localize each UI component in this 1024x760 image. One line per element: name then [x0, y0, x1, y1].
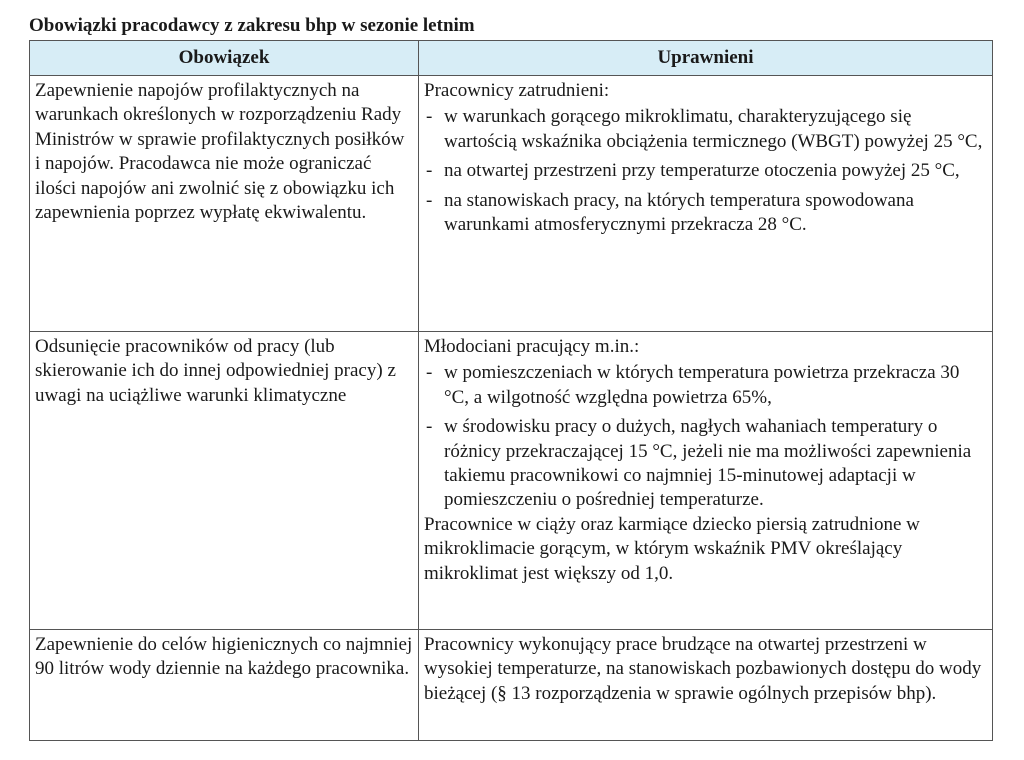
dash-bullet: - [426, 160, 433, 182]
entitled-cell [419, 630, 993, 741]
entitled-list [424, 105, 987, 237]
list-item [424, 415, 987, 513]
list-item [424, 361, 987, 410]
table-row [30, 630, 993, 741]
entitled-intro: Pracownicy zatrudnieni: [424, 80, 610, 101]
duty-cell: Zapewnienie napojów profilaktycznych na warunkach określonych w rozporządzeniu Rady Ministrów w sprawie profilaktycznych posiłków i napojów. Pracodawca nie może ograniczać ilości napojów ani zwolnić się z obowiązku ich zapewnienia poprzez wypłatę ekwiwalentu. [30, 76, 419, 332]
dash-bullet: - [426, 362, 433, 384]
list-item-text: w środowisku pracy o dużych, nagłych wahaniach temperatury o różnicy przekraczającej 15 °C, jeżeli nie ma możliwości zapewnienia takiemu pracownikowi co najmniej 15-minutowej adaptacji w pomieszczeniu o pośredniej temperaturze. [444, 416, 972, 511]
list-item-text: w pomieszczeniach w których temperatura powietrza przekracza 30 °C, a wilgotność względna powietrza 65%, [444, 362, 960, 408]
dash-bullet: - [426, 189, 433, 211]
list-item-text: na stanowiskach pracy, na których temperatura spowodowana warunkami atmosferycznymi przekracza 28 °C. [444, 189, 914, 236]
table-row [30, 76, 993, 332]
entitled-list [424, 361, 987, 512]
table-row [30, 332, 993, 630]
page-title: Obowiązki pracodawcy z zakresu bhp w sezonie letnim [29, 15, 475, 36]
list-item [424, 189, 987, 238]
list-item [424, 105, 987, 154]
entitled-note: Pracownice w ciąży oraz karmiące dziecko piersią zatrudnione w mikroklimacie gorącym, w którym wskaźnik PMV określający mikroklimat jest większy od 1,0. [424, 513, 920, 584]
list-item-text: na otwartej przestrzeni przy temperaturze otoczenia powyżej 25 °C, [444, 160, 960, 182]
dash-bullet: - [426, 416, 433, 438]
entitled-cell [419, 332, 993, 630]
column-header-entitled: Uprawnieni [419, 41, 993, 76]
entitled-cell [419, 76, 993, 332]
list-item [424, 159, 987, 183]
duties-table [29, 40, 993, 741]
table-header-row [30, 41, 993, 76]
entitled-intro: Młodociani pracujący m.in.: [424, 336, 640, 357]
entitled-intro: Pracownicy wykonujący prace brudzące na otwartej przestrzeni w wysokiej temperaturze, na stanowiskach pozbawionych dostępu do wody bieżącej (§ 13 rozporządzenia w sprawie ogólnych przepisów bhp). [424, 634, 982, 704]
duty-cell: Odsunięcie pracowników od pracy (lub skierowanie ich do innej odpowiedniej pracy) z uwagi na uciążliwe warunki klimatyczne [30, 332, 419, 630]
column-header-duty: Obowiązek [30, 41, 419, 76]
dash-bullet: - [426, 106, 433, 128]
list-item-text: w warunkach gorącego mikroklimatu, charakteryzującego się wartością wskaźnika obciążenia termicznego (WBGT) powyżej 25 °C, [444, 106, 983, 152]
duty-cell: Zapewnienie do celów higienicznych co najmniej 90 litrów wody dziennie na każdego pracownika. [30, 630, 419, 741]
